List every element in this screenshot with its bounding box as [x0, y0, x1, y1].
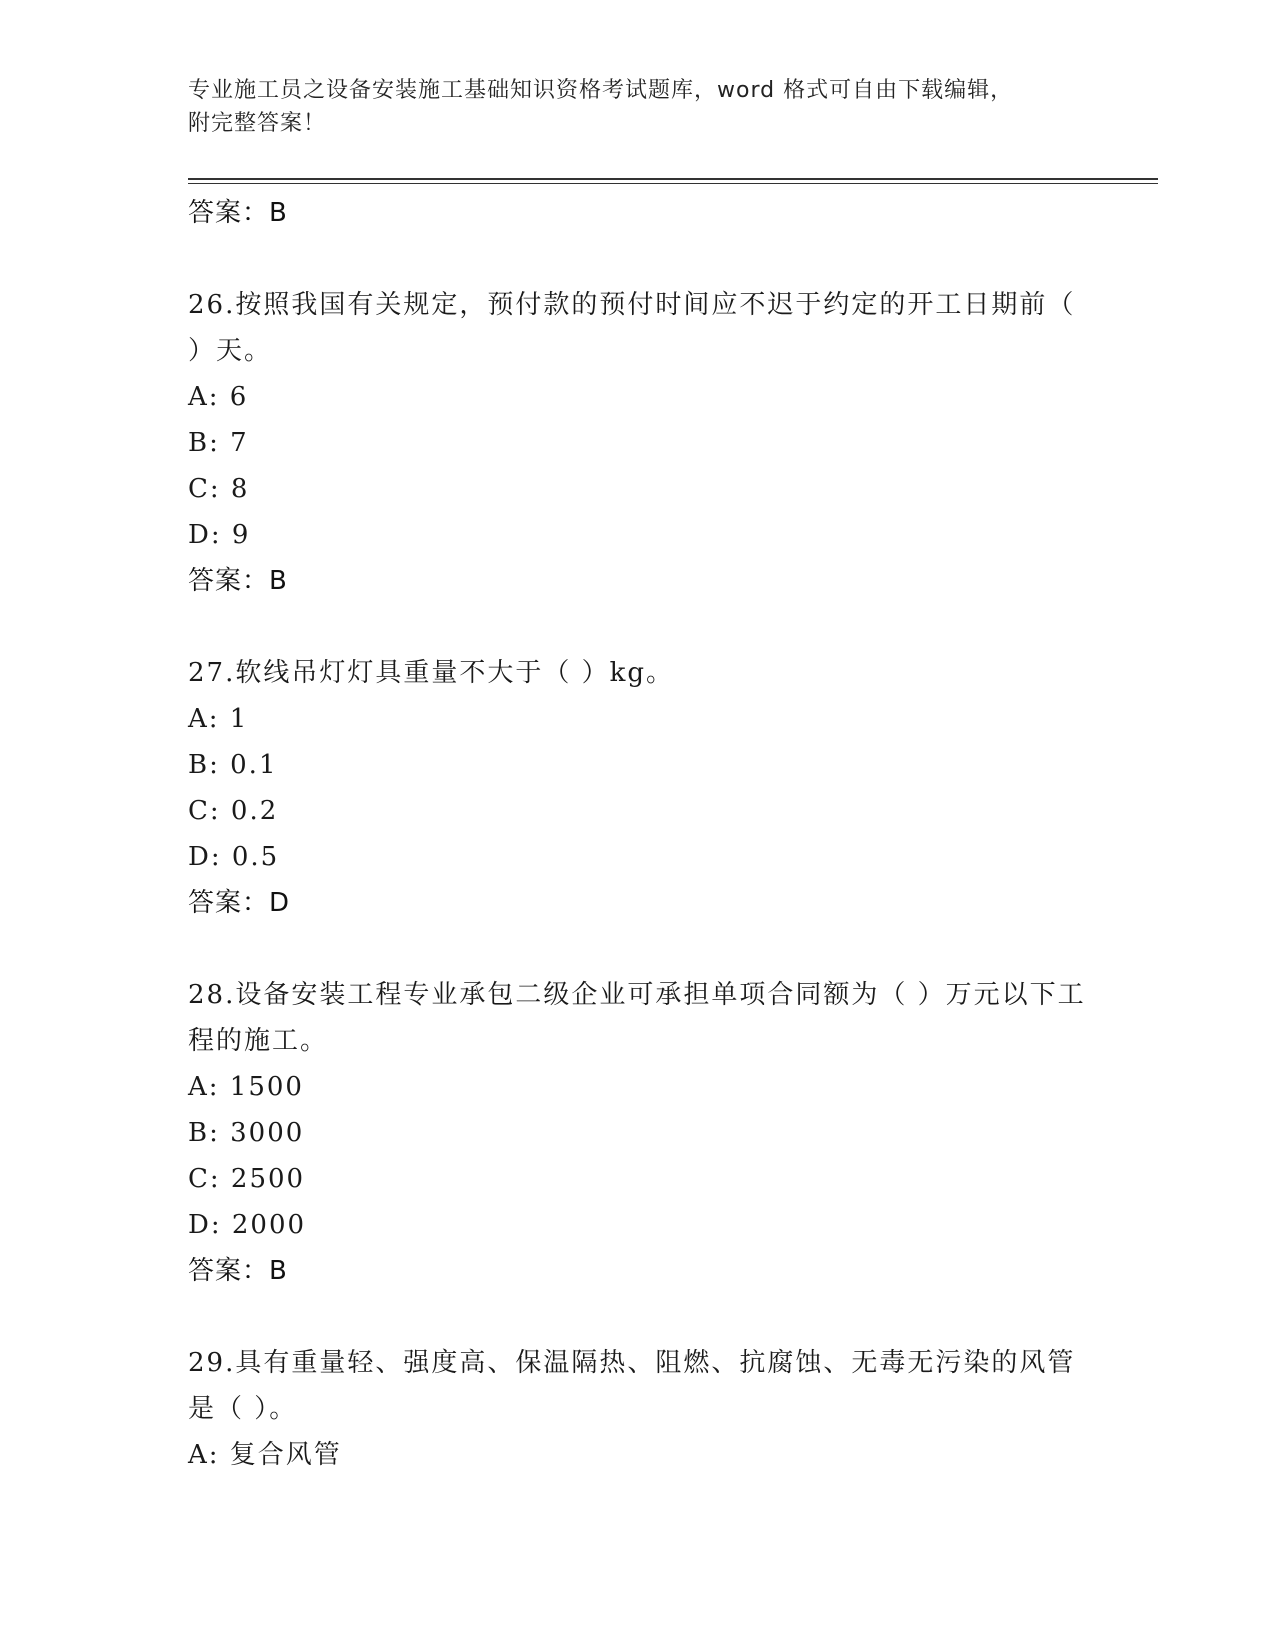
- option-a: A: 复合风管: [188, 1440, 342, 1470]
- spacer: [188, 604, 1088, 650]
- question-text: 27.软线吊灯灯具重量不大于（ ）kg。: [188, 658, 675, 688]
- header-line-2: 附完整答案！: [188, 111, 327, 136]
- answer-line: 答案：D: [188, 888, 291, 918]
- question-text: 26.按照我国有关规定，预付款的预付时间应不迟于约定的开工日期前（ ）天。: [188, 290, 1076, 366]
- option-d: D: 0.5: [188, 842, 280, 872]
- header-divider-thin: [188, 183, 1158, 184]
- spacer: [188, 1294, 1088, 1340]
- question-text: 28.设备安装工程专业承包二级企业可承担单项合同额为（ ）万元以下工程的施工。: [188, 980, 1086, 1056]
- document-header: [188, 74, 1088, 140]
- spacer: [188, 236, 1088, 282]
- option-b: B: 7: [188, 428, 249, 458]
- question-block: [188, 972, 1088, 1294]
- spacer: [188, 926, 1088, 972]
- question-block: [188, 1340, 1088, 1478]
- option-d: D: 9: [188, 520, 251, 550]
- option-a: A: 6: [188, 382, 249, 412]
- option-d: D: 2000: [188, 1210, 307, 1240]
- answer-line: 答案：B: [188, 198, 288, 228]
- option-c: C: 8: [188, 474, 250, 504]
- option-c: C: 2500: [188, 1164, 306, 1194]
- option-a: A: 1: [188, 704, 249, 734]
- answer-line: 答案：B: [188, 566, 288, 596]
- question-block: [188, 650, 1088, 926]
- header-line-1: 专业施工员之设备安装施工基础知识资格考试题库，word 格式可自由下载编辑，: [188, 78, 1014, 103]
- option-a: A: 1500: [188, 1072, 304, 1102]
- option-b: B: 3000: [188, 1118, 305, 1148]
- answer-line: 答案：B: [188, 1256, 288, 1286]
- header-divider-thick: [188, 178, 1158, 180]
- question-block: [188, 282, 1088, 604]
- question-text: 29.具有重量轻、强度高、保温隔热、阻燃、抗腐蚀、无毒无污染的风管是（ ）。: [188, 1348, 1076, 1424]
- option-b: B: 0.1: [188, 750, 278, 780]
- option-c: C: 0.2: [188, 796, 279, 826]
- question-list: [188, 190, 1088, 1478]
